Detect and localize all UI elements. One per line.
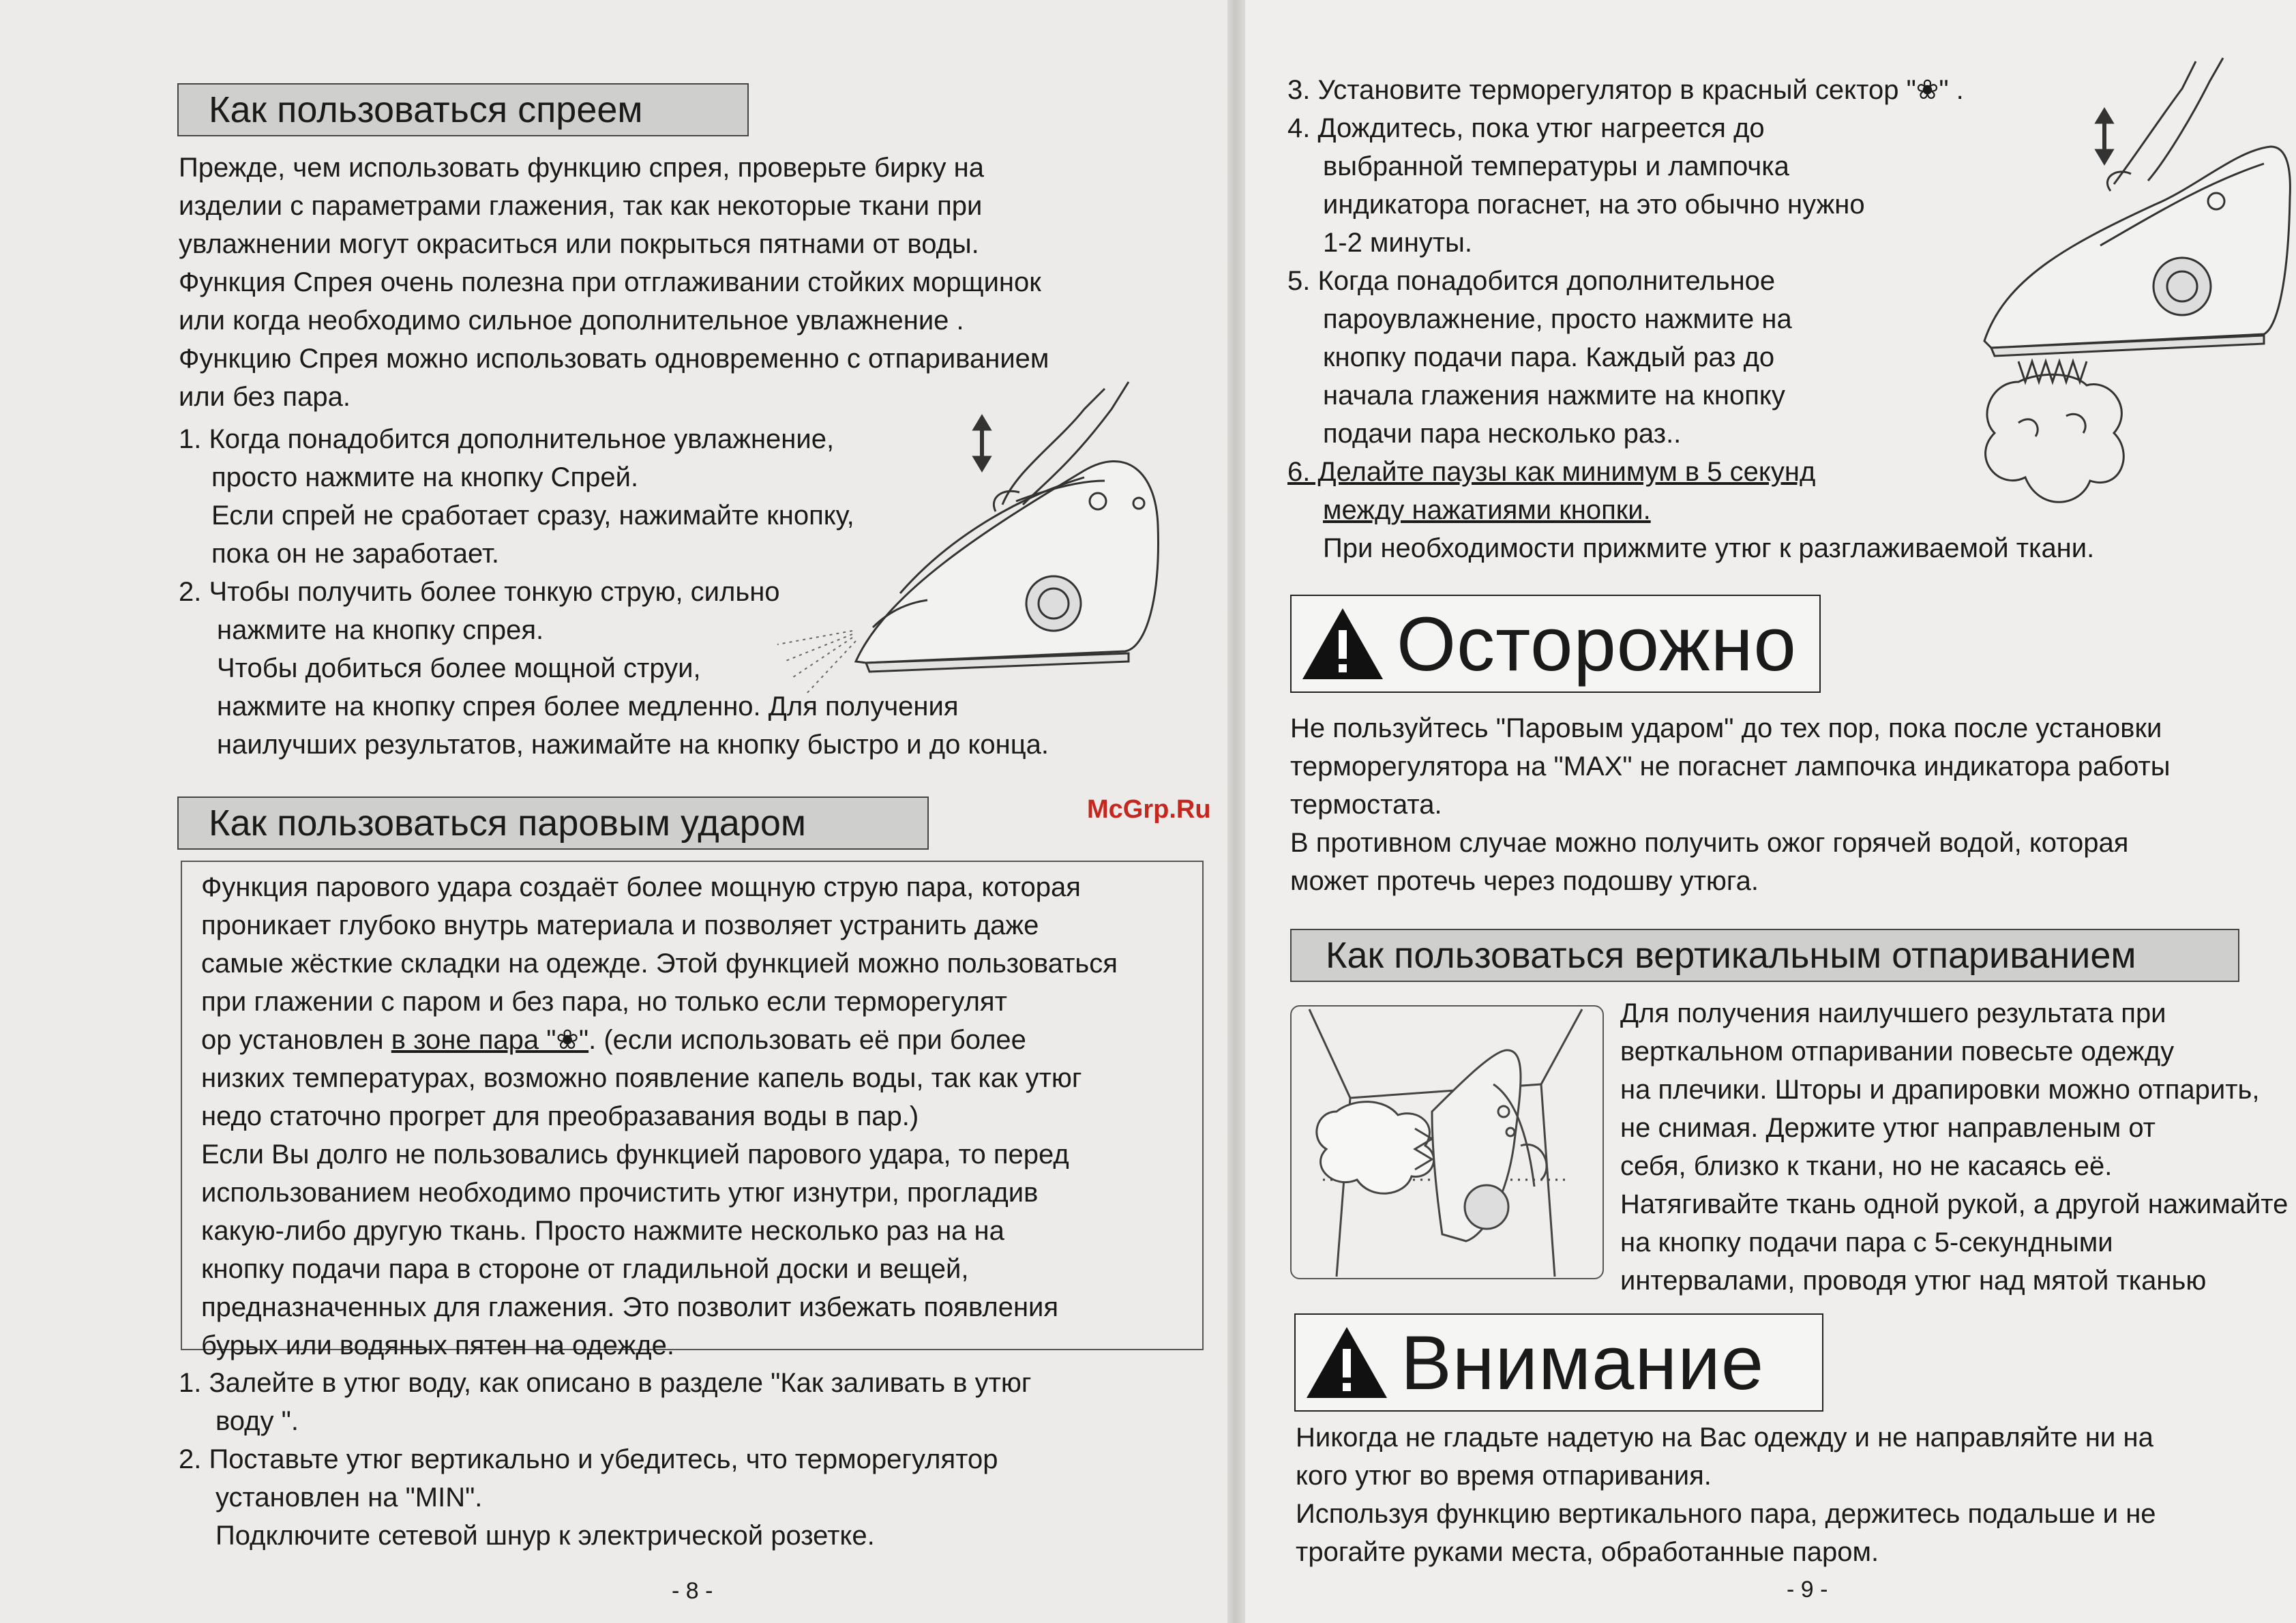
step-6-line-3: При необходимости прижмите утюг к разглаживаемой ткани.	[1323, 533, 2095, 563]
right-step-line: пароувлажнение, просто нажмите на	[1323, 304, 1792, 334]
steam-iron-illustration	[1978, 61, 2291, 539]
vertical-steam-illustration	[1296, 1009, 1599, 1277]
steam-shot-line: Если Вы долго не пользовались функцией парового удара, то перед	[201, 1140, 1069, 1170]
right-step-line: 4. Дождитесь, пока утюг нагреется до	[1287, 113, 1765, 143]
spray-step-line: нажмите на кнопку спрея более медленно. Для получения	[217, 691, 959, 721]
steam-shot-line: проникает глубоко внутрь материала и позволяет устранить даже	[201, 910, 1039, 940]
vertical-steam-line: себя, близко к ткани, но не касаясь её.	[1620, 1151, 2113, 1181]
steam-shot-step-line: установлен на "MIN".	[215, 1483, 483, 1513]
right-step-line: выбранной температуры и лампочка	[1323, 151, 1789, 181]
spray-heading: Как пользоваться спреем	[177, 83, 749, 136]
caution-text	[1290, 709, 2171, 900]
attention-line: Используя функцию вертикального пара, держитесь подальше и не	[1296, 1499, 2156, 1529]
step-6	[1287, 453, 2094, 567]
right-step-line: 1-2 минуты.	[1323, 228, 1473, 258]
steam-shot-step-line: воду ".	[215, 1406, 299, 1436]
vertical-steam-text	[1620, 994, 2288, 1300]
spray-step-line: пока он не заработает.	[211, 539, 499, 569]
steam-shot-line: бурых или водяных пятен на одежде.	[201, 1330, 675, 1360]
vertical-steam-line: верткальном отпаривании повесьте одежду	[1620, 1037, 2175, 1067]
warning-icon	[1300, 606, 1386, 682]
page-number-9: - 9 -	[1787, 1577, 1828, 1603]
right-step-line: индикатора погаснет, на это обычно нужно	[1323, 190, 1865, 220]
caution-line: термостата.	[1290, 790, 1442, 820]
right-step-line: кнопку подачи пара. Каждый раз до	[1323, 342, 1775, 372]
attention-line: трогайте руками места, обработанные паром.	[1296, 1537, 1879, 1567]
caution-line: Не пользуйтесь "Паровым ударом" до тех пор, пока после установки	[1290, 713, 2162, 743]
spray-intro-line: Функцию Спрея можно использовать одновременно с отпариванием	[179, 344, 1049, 374]
vertical-steam-line: на кнопку подачи пара с 5-секундными	[1620, 1227, 2113, 1257]
steam-shot-step-line: 1. Залейте в утюг воду, как описано в разделе "Как заливать в утюг	[179, 1368, 1032, 1398]
page-number-8: - 8 -	[672, 1578, 713, 1604]
spray-intro-line: или когда необходимо сильное дополнительное увлажнение .	[179, 306, 964, 336]
attention-line: Никогда не гладьте надетую на Вас одежду и не направляйте ни на	[1296, 1423, 2153, 1453]
steam-shot-text	[201, 868, 1118, 1365]
steam-shot-line: при глажении с паром и без пара, но только если терморегулят	[201, 987, 1007, 1017]
right-step-line: подачи пара несколько раз..	[1323, 419, 1682, 449]
steam-shot-line: предназначенных для глажения. Это позволит избежать появления	[201, 1292, 1059, 1322]
watermark: McGrp.Ru	[1087, 795, 1211, 824]
steam-shot-line: недо статочно прогрет для преобразавания воды в пар.)	[201, 1101, 919, 1131]
steam-zone-line: ор установлен в зоне пара "❀". (если использовать её при более	[201, 1025, 1026, 1055]
steam-shot-line: кнопку подачи пара в стороне от гладильной доски и вещей,	[201, 1254, 969, 1284]
vertical-steam-line: на плечики. Шторы и драпировки можно отпарить,	[1620, 1075, 2260, 1105]
spray-step-line: наилучших результатов, нажимайте на кнопку быстро и до конца.	[217, 730, 1049, 760]
spray-intro-line: изделии с параметрами глажения, так как некоторые ткани при	[179, 191, 983, 221]
caution-line: В противном случае можно получить ожог горячей водой, которая	[1290, 828, 2129, 858]
attention-title: Внимание	[1401, 1320, 1765, 1405]
right-step-line: начала глажения нажмите на кнопку	[1323, 381, 1785, 411]
step-6-line-1: 6. Делайте паузы как минимум в 5 секунд	[1287, 457, 1816, 487]
step-6-line-2: между нажатиями кнопки.	[1323, 495, 1651, 525]
steam-shot-line: самые жёсткие складки на одежде. Этой функцией можно пользоваться	[201, 949, 1118, 979]
vertical-steam-heading: Как пользоваться вертикальным отпариванием	[1290, 929, 2239, 982]
steam-zone-underlined: в зоне пара "❀"	[391, 1025, 589, 1055]
spray-step-line: 1. Когда понадобится дополнительное увлажнение,	[179, 424, 835, 454]
caution-title: Осторожно	[1397, 601, 1797, 687]
spray-intro-line: или без пара.	[179, 382, 351, 412]
steam-shot-line: какую-либо другую ткань. Просто нажмите несколько раз на на	[201, 1216, 1004, 1246]
spray-step-line: Чтобы добиться более мощной струи,	[217, 653, 701, 683]
vertical-steam-line: Для получения наилучшего результата при	[1620, 998, 2166, 1028]
spray-step-line: нажмите на кнопку спрея.	[217, 615, 544, 645]
steam-shot-line: низких температурах, возможно появление капель воды, так как утюг	[201, 1063, 1082, 1093]
caution-line: может протечь через подошву утюга.	[1290, 866, 1759, 896]
right-step-line: 3. Установите терморегулятор в красный сектор "❀" .	[1287, 75, 1964, 105]
steam-shot-line: использованием необходимо прочистить утюг изнутри, прогладив	[201, 1178, 1039, 1208]
caution-banner	[1290, 595, 1821, 693]
spray-intro-line: Функция Спрея очень полезна при отглаживании стойких морщинок	[179, 267, 1041, 297]
vertical-steam-line: интервалами, проводя утюг над мятой тканью	[1620, 1266, 2207, 1296]
warning-icon	[1304, 1324, 1390, 1401]
attention-banner	[1294, 1313, 1823, 1412]
steam-shot-step-line: 2. Поставьте утюг вертикально и убедитесь, что терморегулятор	[179, 1444, 998, 1474]
attention-text	[1296, 1418, 2156, 1571]
steam-shot-steps	[179, 1364, 1032, 1555]
attention-line: кого утюг во время отпаривания.	[1296, 1461, 1712, 1491]
spray-intro-line: Прежде, чем использовать функцию спрея, проверьте бирку на	[179, 153, 984, 183]
caution-line: терморегулятора на "MAX" не погаснет лампочка индикатора работы	[1290, 751, 2171, 781]
spray-step-line: Если спрей не сработает сразу, нажимайте кнопку,	[211, 501, 854, 531]
steps-3-5	[1287, 71, 1964, 453]
steam-shot-step-line: Подключите сетевой шнур к электрической розетке.	[215, 1521, 875, 1551]
vertical-steam-line: не снимая. Держите утюг направленым от	[1620, 1113, 2156, 1143]
spray-step-line: 2. Чтобы получить более тонкую струю, сильно	[179, 577, 780, 607]
vertical-steam-line: Натягивайте ткань одной рукой, а другой нажимайте	[1620, 1189, 2288, 1219]
right-step-line: 5. Когда понадобится дополнительное	[1287, 266, 1776, 296]
spray-intro-line: увлажнении могут окраситься или покрыться пятнами от воды.	[179, 229, 979, 259]
steam-shot-line: Функция парового удара создаёт более мощную струю пара, которая	[201, 872, 1081, 902]
spray-iron-illustration	[784, 368, 1180, 696]
book-spine	[1227, 0, 1245, 1623]
spray-step-line: просто нажмите на кнопку Спрей.	[211, 462, 639, 492]
steam-shot-heading: Как пользоваться паровым ударом	[177, 796, 929, 850]
